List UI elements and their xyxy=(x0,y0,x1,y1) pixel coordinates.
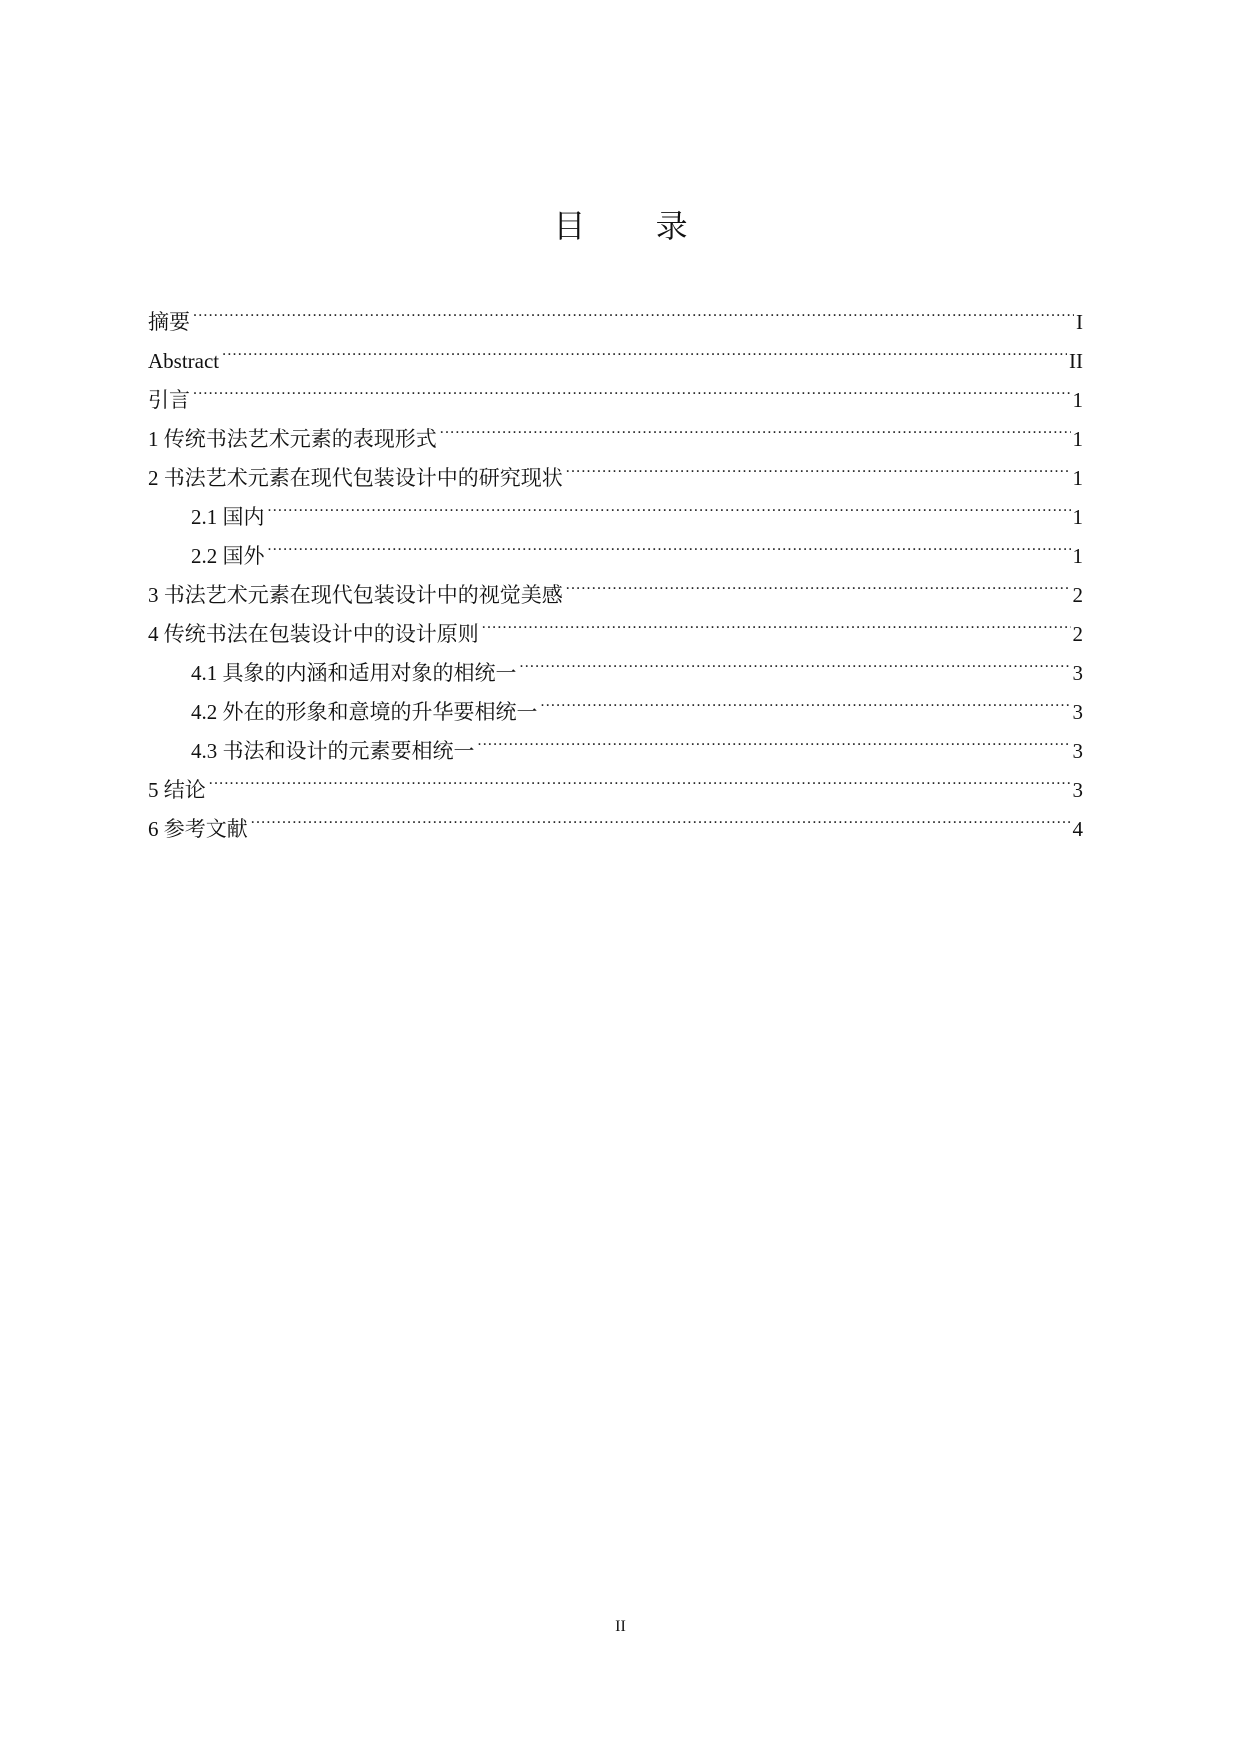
toc-entry-label: 2.1 国内 xyxy=(191,505,265,529)
toc-dot-leader xyxy=(478,719,1071,758)
toc-entry-chapter-5[interactable] xyxy=(148,758,1083,802)
toc-entry-page: 1 xyxy=(1072,544,1083,568)
toc-entry-page: 4 xyxy=(1072,817,1083,841)
toc-dot-leader xyxy=(566,563,1071,602)
toc-dot-leader xyxy=(268,524,1071,563)
toc-dot-leader xyxy=(541,680,1071,719)
toc-dot-leader xyxy=(193,368,1071,407)
toc-dot-leader xyxy=(222,329,1067,368)
toc-entry-page: 3 xyxy=(1072,739,1083,763)
toc-entry-label: 摘要 xyxy=(148,310,190,334)
toc-entry-introduction[interactable] xyxy=(148,368,1083,412)
table-of-contents xyxy=(148,290,1083,841)
toc-dot-leader xyxy=(566,446,1071,485)
toc-entry-label: Abstract xyxy=(148,349,220,373)
toc-dot-leader xyxy=(209,758,1071,797)
toc-dot-leader xyxy=(251,797,1071,836)
toc-entry-label: 5 结论 xyxy=(148,778,206,802)
toc-entry-label: 3 书法艺术元素在现代包装设计中的视觉美感 xyxy=(148,583,563,607)
toc-entry-label: 2 书法艺术元素在现代包装设计中的研究现状 xyxy=(148,466,563,490)
toc-entry-chapter-1[interactable] xyxy=(148,407,1083,451)
toc-entry-section-2-1[interactable] xyxy=(148,485,1083,529)
footer-page-number: II xyxy=(615,1618,626,1635)
toc-entry-page: 3 xyxy=(1072,778,1083,802)
toc-entry-page: 2 xyxy=(1072,622,1083,646)
toc-entry-page: I xyxy=(1076,310,1083,334)
toc-entry-chapter-3[interactable] xyxy=(148,563,1083,607)
toc-entry-page: II xyxy=(1069,349,1083,373)
toc-entry-label: 引言 xyxy=(148,388,190,412)
page-title: 目 录 xyxy=(553,207,718,245)
toc-entry-label: 4.2 外在的形象和意境的升华要相统一 xyxy=(191,700,538,724)
toc-entry-label: 4.3 书法和设计的元素要相统一 xyxy=(191,739,475,763)
toc-entry-chapter-6[interactable] xyxy=(148,797,1083,841)
toc-dot-leader xyxy=(482,602,1071,641)
toc-dot-leader xyxy=(268,485,1071,524)
toc-dot-leader xyxy=(520,641,1071,680)
toc-entry-page: 3 xyxy=(1072,661,1083,685)
toc-entry-abstract-en[interactable] xyxy=(148,329,1083,373)
toc-dot-leader xyxy=(193,290,1074,329)
toc-dot-leader xyxy=(440,407,1071,446)
toc-entry-label: 6 参考文献 xyxy=(148,817,248,841)
toc-entry-page: 1 xyxy=(1072,427,1083,451)
toc-entry-label: 1 传统书法艺术元素的表现形式 xyxy=(148,427,437,451)
toc-entry-page: 1 xyxy=(1072,505,1083,529)
toc-entry-label: 2.2 国外 xyxy=(191,544,265,568)
toc-entry-page: 3 xyxy=(1072,700,1083,724)
toc-entry-page: 1 xyxy=(1072,466,1083,490)
toc-entry-section-2-2[interactable] xyxy=(148,524,1083,568)
toc-entry-abstract-cn[interactable] xyxy=(148,290,1083,334)
toc-entry-label: 4.1 具象的内涵和适用对象的相统一 xyxy=(191,661,517,685)
toc-entry-page: 2 xyxy=(1072,583,1083,607)
toc-entry-page: 1 xyxy=(1072,388,1083,412)
toc-entry-label: 4 传统书法在包装设计中的设计原则 xyxy=(148,622,479,646)
